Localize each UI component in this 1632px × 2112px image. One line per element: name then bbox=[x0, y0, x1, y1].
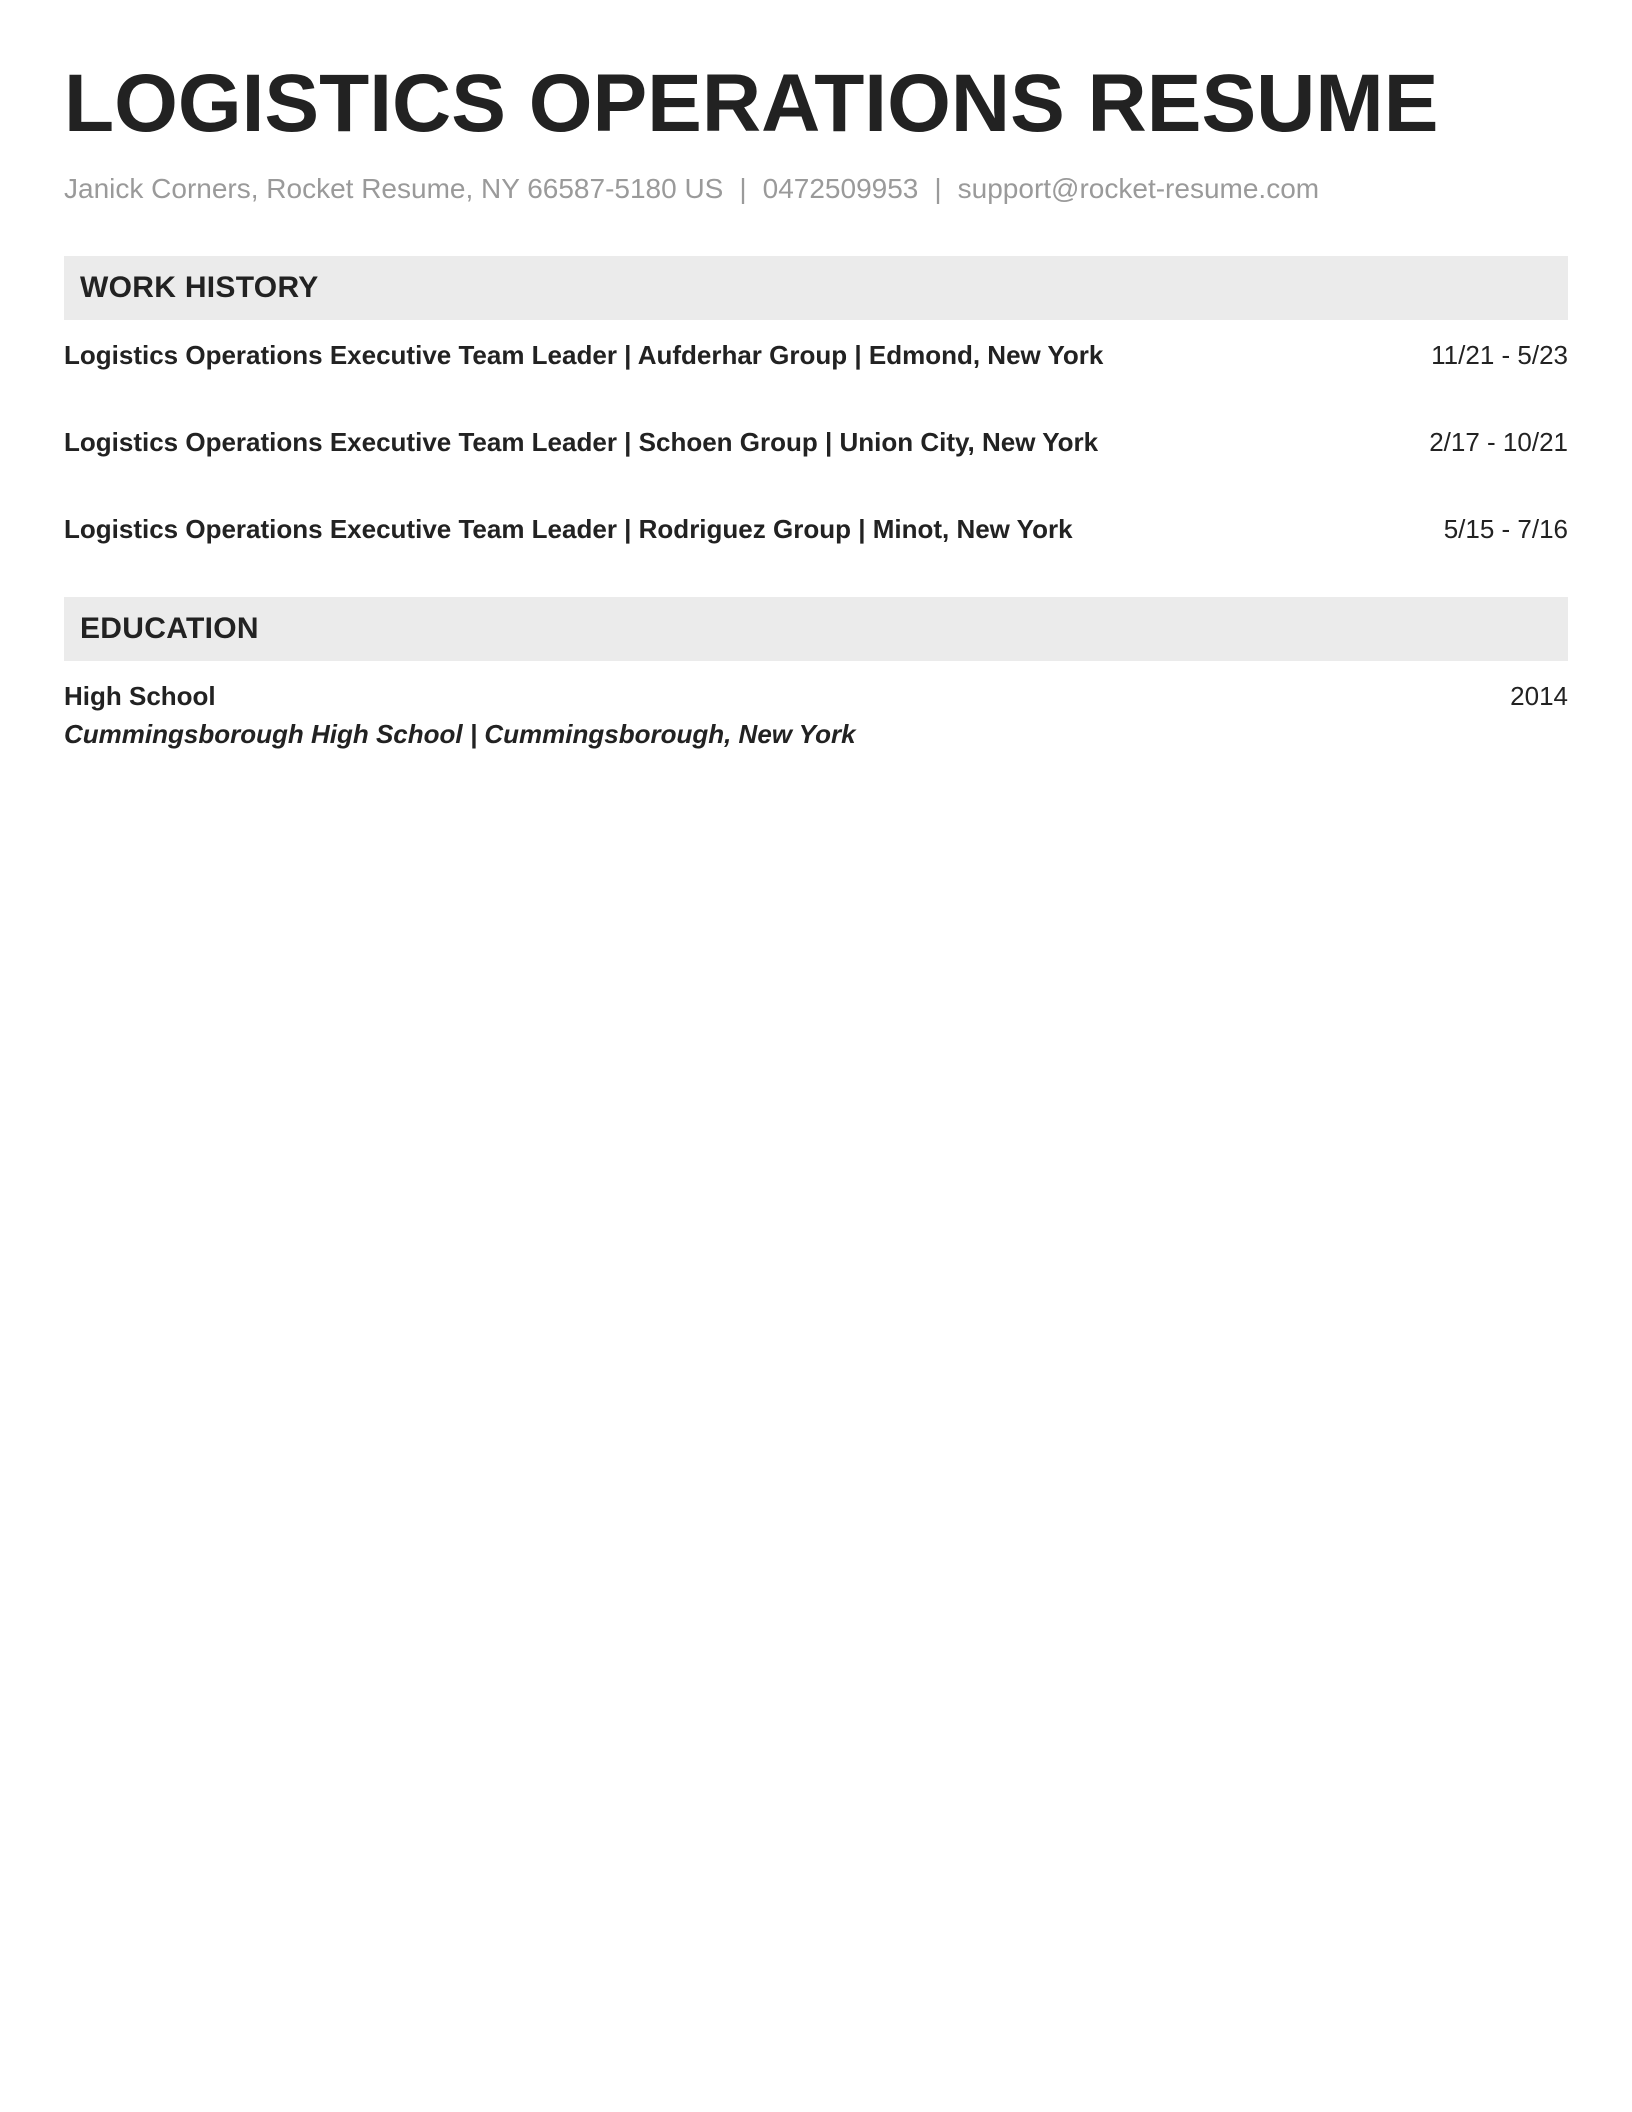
education-year: 2014 bbox=[1510, 681, 1568, 711]
contact-address: Janick Corners, Rocket Resume, NY 66587-5180 US bbox=[64, 173, 724, 204]
job-entry bbox=[64, 511, 1568, 547]
work-history-list bbox=[64, 320, 1568, 547]
job-entry bbox=[64, 337, 1568, 373]
education-entry bbox=[64, 678, 1568, 714]
contact-separator: | bbox=[739, 173, 747, 204]
education-degree: High School bbox=[64, 681, 216, 711]
contact-line bbox=[64, 172, 1568, 206]
contact-email: support@rocket-resume.com bbox=[957, 173, 1320, 204]
job-title: Logistics Operations Executive Team Leader | Aufderhar Group | Edmond, New York bbox=[64, 340, 1104, 370]
job-title: Logistics Operations Executive Team Leader | Rodriguez Group | Minot, New York bbox=[64, 514, 1073, 544]
contact-separator: | bbox=[934, 173, 942, 204]
job-dates: 5/15 - 7/16 bbox=[1443, 514, 1568, 544]
job-title: Logistics Operations Executive Team Leader | Schoen Group | Union City, New York bbox=[64, 427, 1099, 457]
contact-phone: 0472509953 bbox=[762, 173, 919, 204]
job-dates: 11/21 - 5/23 bbox=[1431, 340, 1568, 370]
job-dates: 2/17 - 10/21 bbox=[1429, 427, 1568, 457]
education-list bbox=[64, 661, 1568, 752]
resume-title: LOGISTICS OPERATIONS RESUME bbox=[64, 58, 1439, 149]
education-school: Cummingsborough High School | Cummingsborough, New York bbox=[64, 719, 856, 749]
work-history-heading: WORK HISTORY bbox=[64, 256, 1568, 320]
education-heading: EDUCATION bbox=[64, 597, 1568, 661]
job-entry bbox=[64, 424, 1568, 460]
